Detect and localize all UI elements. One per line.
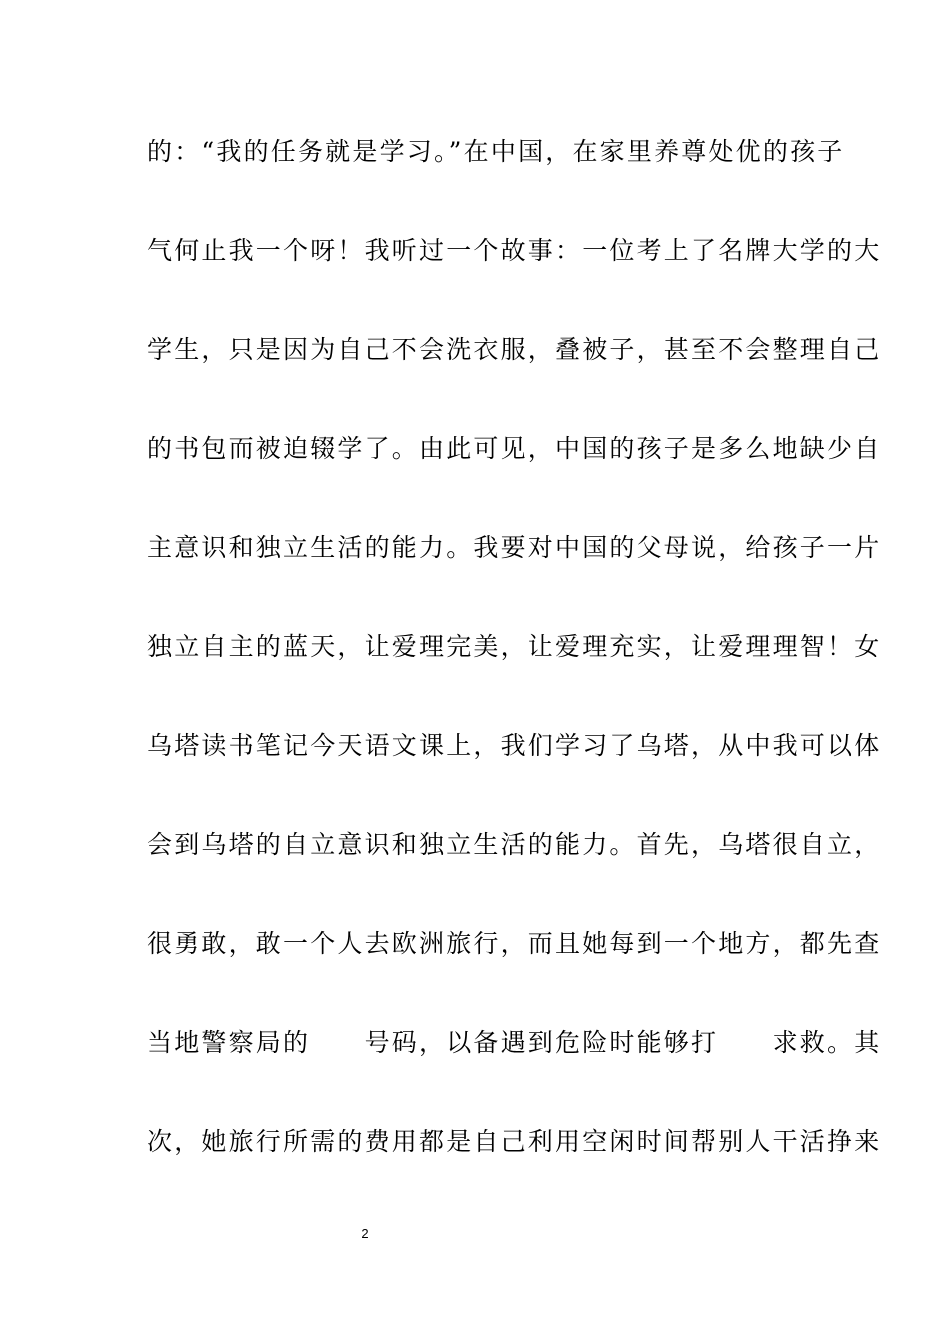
text-line: 当地警察局的 号码，以备遇到危险时能够打 求救。其 [147, 1028, 882, 1057]
text-line: 次，她旅行所需的费用都是自己利用空闲时间帮别人干活挣来 [147, 1127, 882, 1156]
text-line: 的：“我的任务就是学习。”在中国，在家里养尊处优的孩子 [147, 137, 845, 166]
body-text [147, 122, 882, 1211]
text-line: 的书包而被迫辍学了。由此可见，中国的孩子是多么地缺少自 [147, 434, 882, 463]
text-line: 气何止我一个呀！我听过一个故事：一位考上了名牌大学的大 [147, 236, 882, 265]
text-line: 会到乌塔的自立意识和独立生活的能力。首先，乌塔很自立， [147, 830, 882, 859]
page-number: 2 [361, 1226, 369, 1241]
text-line: 很勇敢，敢一个人去欧洲旅行，而且她每到一个地方，都先查 [147, 929, 882, 958]
text-line: 主意识和独立生活的能力。我要对中国的父母说，给孩子一片 [147, 533, 882, 562]
text-line: 独立自主的蓝天，让爱理完美，让爱理充实，让爱理理智！女 [147, 632, 882, 661]
text-line: 乌塔读书笔记今天语文课上，我们学习了乌塔，从中我可以体 [147, 731, 882, 760]
text-line: 学生，只是因为自己不会洗衣服，叠被子，甚至不会整理自己 [147, 335, 882, 364]
